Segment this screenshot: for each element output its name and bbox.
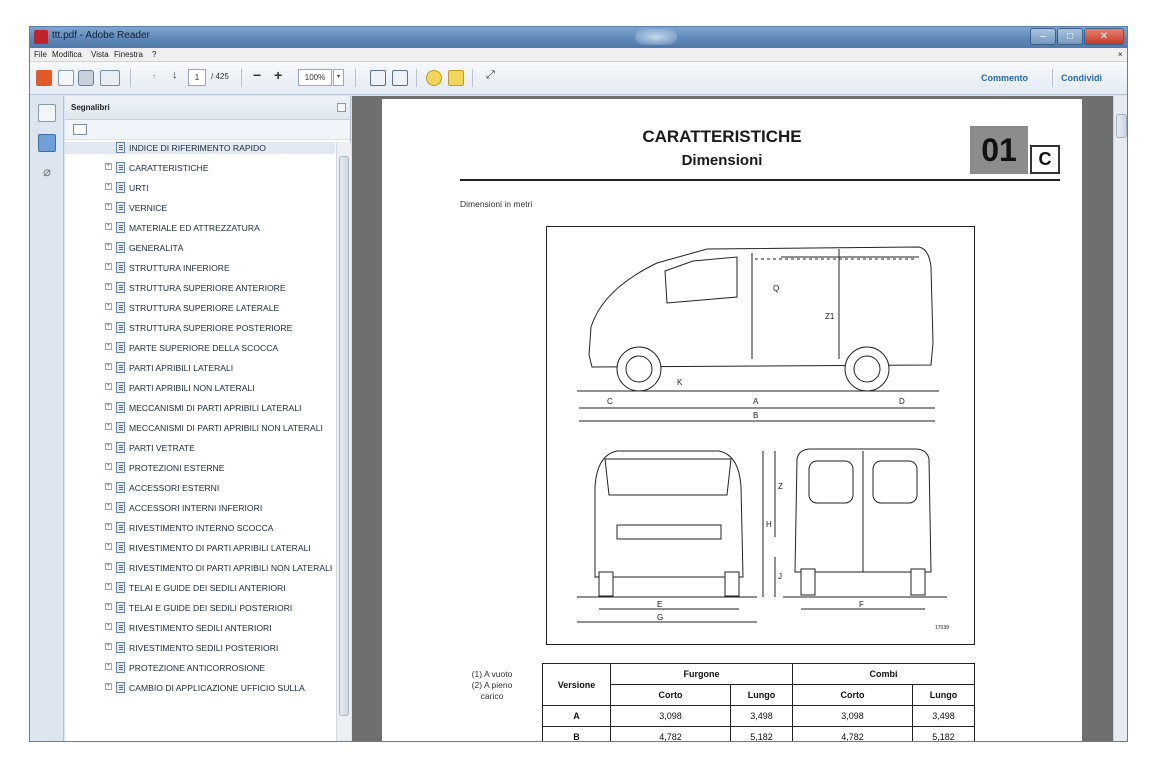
bookmark-item[interactable] [65,502,335,514]
table-notes [462,669,522,702]
bookmark-label: PROTEZIONI ESTERNE [129,463,225,473]
expand-bookmark-icon[interactable]: + [106,163,111,169]
dim-label-g: G [657,613,664,622]
expand-icon[interactable]: ⤢ [486,69,495,81]
header-rule [460,179,1060,181]
table-row-label: B [543,727,611,743]
expand-bookmark-icon[interactable]: + [106,283,111,289]
expand-bookmark-icon[interactable]: + [106,203,111,209]
table-cell: 3,098 [793,706,913,727]
bookmark-page-icon [116,342,125,353]
adobe-reader-icon [34,30,48,44]
van-front-right-tire [725,572,739,596]
bookmark-label: PROTEZIONE ANTICORROSIONE [129,663,266,673]
toolbar-separator [241,69,242,87]
table-row-label: A [543,706,611,727]
menu-help[interactable]: ? [152,50,157,59]
dim-label-z: Z [778,482,783,491]
bookmark-item[interactable] [65,662,335,674]
comment-button[interactable]: Commento [981,73,1028,83]
menu-vista[interactable]: Vista [91,50,109,59]
bookmark-page-icon [116,262,125,273]
table-cell: 3,498 [913,706,975,727]
bookmark-label: GENERALITÀ [129,243,184,253]
bookmark-page-icon [116,482,125,493]
navigation-pane-strip [30,96,64,742]
expand-bookmark-icon[interactable]: + [106,243,111,249]
bookmark-page-icon [116,282,125,293]
dim-label-b: B [753,411,759,420]
toolbar-separator [1052,69,1053,87]
bookmark-page-icon [116,202,125,213]
dim-label-c: C [607,397,613,406]
bookmark-page-icon [116,142,125,153]
dim-label-h: H [766,520,772,529]
bookmark-item[interactable] [65,402,335,414]
attachments-icon[interactable]: ⌀ [43,164,51,179]
bookmark-label: URTI [129,183,149,193]
bookmark-item[interactable] [65,282,335,294]
fit-page-icon[interactable] [370,70,386,86]
bookmark-page-icon [116,642,125,653]
table-cell: 3,498 [731,706,793,727]
menu-modifica[interactable]: Modifica [52,50,82,59]
document-area[interactable] [352,96,1113,742]
bookmark-page-icon [116,222,125,233]
bookmark-label: MECCANISMI DI PARTI APRIBILI LATERALI [129,403,302,413]
bookmarks-toolbar [65,120,350,140]
bookmark-label: RIVESTIMENTO DI PARTI APRIBILI LATERALI [129,543,311,553]
document-scroll-thumb[interactable] [1116,114,1127,138]
bookmarks-scroll-thumb[interactable] [339,156,349,716]
menu-file[interactable]: File [34,50,47,59]
bookmarks-panel [65,96,351,742]
expand-bookmark-icon[interactable]: + [106,543,111,549]
table-cell: 5,182 [913,727,975,743]
expand-bookmark-icon[interactable]: + [106,303,111,309]
maximize-icon[interactable]: □ [1057,28,1083,45]
table-subheader: Corto [793,685,913,706]
table-row [543,727,975,743]
page-count: / 425 [211,72,229,81]
bookmark-label: INDICE DI RIFERIMENTO RAPIDO [129,143,266,153]
van-rear-right-window [873,461,917,503]
bookmark-page-icon [116,162,125,173]
bookmark-label: PARTI APRIBILI LATERALI [129,363,234,373]
bookmark-label: TELAI E GUIDE DEI SEDILI ANTERIORI [129,583,286,593]
highlight-icon[interactable] [448,70,464,86]
bookmarks-list [65,142,335,742]
bookmark-label: CAMBIO DI APPLICAZIONE UFFICIO SULLA [129,683,305,693]
dim-label-f: F [859,600,864,609]
page-title: CARATTERISTICHE [642,127,802,146]
window-controls [1030,28,1124,45]
menu-finestra[interactable]: Finestra [114,50,143,59]
expand-bookmark-icon[interactable]: + [106,683,111,689]
van-front-body [595,451,743,577]
bookmark-label: STRUTTURA INFERIORE [129,263,230,273]
bookmark-label: RIVESTIMENTO SEDILI ANTERIORI [129,623,272,633]
bookmarks-header [65,96,350,120]
dim-label-q: Q [773,284,780,293]
expand-bookmark-icon[interactable]: + [106,643,111,649]
expand-bookmark-icon[interactable]: + [106,343,111,349]
bookmark-item[interactable] [65,522,335,534]
bookmark-page-icon [116,562,125,573]
expand-bookmark-icon[interactable]: + [106,663,111,669]
expand-bookmark-icon[interactable]: + [106,263,111,269]
bookmark-page-icon [116,322,125,333]
table-subheader: Lungo [913,685,975,706]
dim-label-k: K [677,378,683,387]
pdf-page [382,99,1082,742]
bookmark-item[interactable] [65,322,335,334]
table-cell: 4,782 [793,727,913,743]
title-bar[interactable] [30,27,1127,48]
expand-bookmark-icon[interactable]: + [106,483,111,489]
bookmark-page-icon [116,542,125,553]
page-caption: Dimensioni in metri [460,199,533,209]
bookmark-item[interactable] [65,142,335,154]
document-scrollbar[interactable] [1113,96,1128,742]
print-icon[interactable] [78,70,94,86]
bookmark-label: PARTE SUPERIORE DELLA SCOCCA [129,343,279,353]
bookmark-item[interactable] [65,482,335,494]
note-empty: (1) A vuoto [471,669,513,679]
bookmark-page-icon [116,662,125,673]
bookmark-label: RIVESTIMENTO DI PARTI APRIBILI NON LATERALI [129,563,333,573]
bookmark-item[interactable] [65,642,335,654]
bookmark-item[interactable] [65,222,335,234]
bookmark-item[interactable] [65,182,335,194]
bookmark-item[interactable] [65,542,335,554]
bookmark-label: ACCESSORI ESTERNI [129,483,220,493]
close-icon[interactable]: ✕ [1084,28,1124,45]
bookmark-item[interactable] [65,382,335,394]
zoom-level-input[interactable]: 100% [298,69,332,86]
bookmark-label: PARTI VETRATE [129,443,195,453]
dim-label-e: E [657,600,663,609]
section-letter: C [1030,145,1060,174]
bookmark-label: STRUTTURA SUPERIORE LATERALE [129,303,280,313]
bookmark-page-icon [116,182,125,193]
van-rear-left-window [809,461,853,503]
bookmark-label: RIVESTIMENTO INTERNO SCOCCA [129,523,274,533]
expand-bookmark-icon[interactable]: + [106,403,111,409]
page-thumbnails-icon[interactable] [38,104,56,122]
table-cell: 5,182 [731,727,793,743]
bookmark-page-icon [116,582,125,593]
toolbar-separator [355,69,356,87]
expand-bookmark-icon[interactable]: + [106,503,111,509]
bookmark-item[interactable] [65,442,335,454]
dim-label-j: J [778,572,782,581]
bookmark-item[interactable] [65,362,335,374]
create-pdf-icon[interactable] [36,70,52,86]
expand-bookmark-icon[interactable]: + [106,463,111,469]
table-header-version: Versione [543,664,611,706]
bookmark-page-icon [116,502,125,513]
menu-bar [30,48,1127,62]
bookmark-label: MATERIALE ED ATTREZZATURA [129,223,260,233]
van-drawing [547,227,976,646]
adobe-reader-window [29,26,1128,742]
bookmark-label: CARATTERISTICHE [129,163,209,173]
bookmarks-icon[interactable] [38,134,56,152]
bookmark-page-icon [116,402,125,413]
dim-label-d: D [899,397,905,406]
close-panel-icon[interactable] [337,103,346,112]
bookmark-label: STRUTTURA SUPERIORE POSTERIORE [129,323,293,333]
note-loaded: (2) A pieno carico [471,680,513,701]
previous-page-icon[interactable]: ↑ [152,72,156,81]
bookmark-label: MECCANISMI DI PARTI APRIBILI NON LATERALI [129,423,323,433]
expand-bookmark-icon[interactable]: + [106,523,111,529]
zoom-in-icon[interactable]: + [274,67,283,83]
expand-bookmark-icon[interactable]: + [106,563,111,569]
bookmark-item[interactable] [65,582,335,594]
fit-width-icon[interactable] [392,70,408,86]
title-bar-highlight [635,29,677,45]
bookmark-item[interactable] [65,622,335,634]
bookmark-options-icon[interactable] [73,124,87,135]
bookmark-page-icon [116,382,125,393]
bookmark-page-icon [116,442,125,453]
bookmark-label: ACCESSORI INTERNI INFERIORI [129,503,263,513]
van-rear-left-tire [801,569,815,595]
zoom-dropdown-icon[interactable]: ▾ [333,69,344,86]
table-row [543,706,975,727]
bookmark-item[interactable] [65,262,335,274]
van-front-windshield [605,459,731,495]
toolbar-separator [416,69,417,87]
dimensions-table [542,663,975,742]
toolbar [30,62,1127,95]
table-cell: 4,782 [611,727,731,743]
email-icon[interactable] [100,70,120,86]
dim-label-a: A [753,397,759,406]
van-rear-right-tire [911,569,925,595]
section-number: 01 [970,126,1028,174]
expand-bookmark-icon[interactable]: + [106,363,111,369]
save-icon[interactable] [58,70,74,86]
toolbar-separator [472,69,473,87]
expand-bookmark-icon[interactable]: + [106,383,111,389]
bookmark-page-icon [116,622,125,633]
bookmark-item[interactable] [65,302,335,314]
van-front-grille [617,525,721,539]
bookmark-label: VERNICE [129,203,168,213]
bookmark-item[interactable] [65,202,335,214]
bookmark-page-icon [116,602,125,613]
bookmarks-scrollbar[interactable] [336,142,351,742]
bookmark-label: STRUTTURA SUPERIORE ANTERIORE [129,283,286,293]
bookmarks-title: Segnalibri [71,103,110,112]
bookmark-item[interactable] [65,162,335,174]
window-title: ttt.pdf - Adobe Reader [52,30,150,41]
bookmark-item[interactable] [65,422,335,434]
bookmark-page-icon [116,242,125,253]
bookmark-item[interactable] [65,342,335,354]
table-subheader: Lungo [731,685,793,706]
table-subheader: Corto [611,685,731,706]
bookmark-page-icon [116,422,125,433]
expand-bookmark-icon[interactable]: + [106,223,111,229]
expand-bookmark-icon[interactable]: + [106,623,111,629]
van-side-window [665,257,737,303]
van-front-wheel [617,347,661,391]
minimize-icon[interactable]: – [1030,28,1056,45]
expand-bookmark-icon[interactable]: + [106,583,111,589]
bookmark-item[interactable] [65,242,335,254]
bookmark-item[interactable] [65,462,335,474]
table-header-combi: Combi [793,664,975,685]
zoom-out-icon[interactable]: − [253,67,262,83]
comment-icon[interactable] [426,70,442,86]
bookmark-label: RIVESTIMENTO SEDILI POSTERIORI [129,643,279,653]
table-header-furgone: Furgone [611,664,793,685]
bookmark-page-icon [116,302,125,313]
expand-bookmark-icon[interactable]: + [106,603,111,609]
bookmark-page-icon [116,682,125,693]
bookmark-page-icon [116,522,125,533]
bookmark-label: TELAI E GUIDE DEI SEDILI POSTERIORI [129,603,293,613]
toolbar-separator [130,69,131,87]
bookmark-page-icon [116,462,125,473]
van-front-left-tire [599,572,613,596]
bookmark-item[interactable] [65,562,335,574]
expand-bookmark-icon[interactable]: + [106,423,111,429]
share-button[interactable]: Condividi [1061,73,1102,83]
bookmark-item[interactable] [65,602,335,614]
vehicle-dimensions-figure [546,226,975,645]
table-cell: 3,098 [611,706,731,727]
expand-bookmark-icon[interactable]: + [106,183,111,189]
bookmark-page-icon [116,362,125,373]
bookmark-item[interactable] [65,682,335,694]
menu-close-document-icon[interactable]: × [1118,50,1123,59]
expand-bookmark-icon[interactable]: + [106,443,111,449]
page-subtitle: Dimensioni [681,152,763,169]
page-number-input[interactable]: 1 [188,69,206,86]
dim-label-z1: Z1 [825,312,835,321]
van-rear-wheel [845,347,889,391]
bookmark-label: PARTI APRIBILI NON LATERALI [129,383,255,393]
figure-code: 17039 [935,625,949,631]
expand-bookmark-icon[interactable]: + [106,323,111,329]
next-page-icon[interactable]: ↓ [172,69,178,81]
